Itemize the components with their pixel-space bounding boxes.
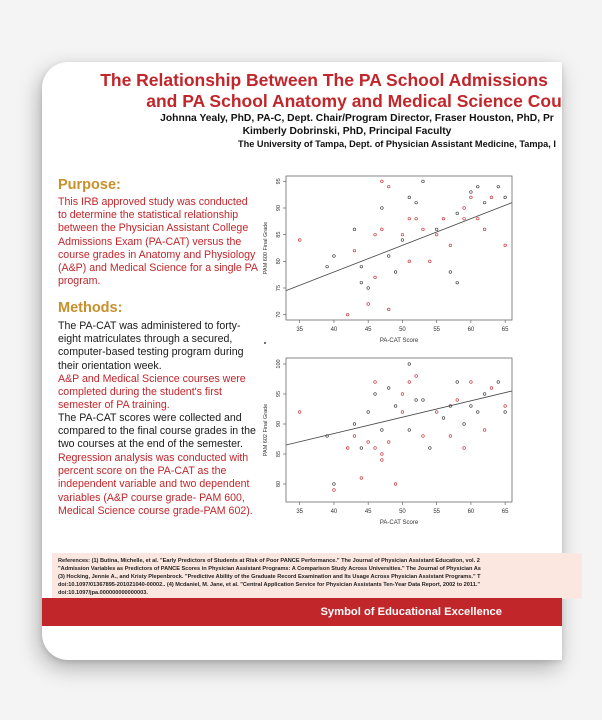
data-point	[381, 228, 384, 231]
poster-title	[64, 70, 584, 112]
y-tick-label: 100	[276, 359, 282, 369]
data-point	[387, 308, 390, 311]
data-point	[456, 381, 459, 384]
data-point	[504, 411, 507, 414]
data-point	[429, 447, 432, 450]
data-point	[394, 271, 397, 274]
y-tick-label: 85	[276, 231, 282, 238]
data-point	[463, 207, 466, 210]
x-tick-label: 55	[433, 509, 441, 515]
data-point	[435, 233, 438, 236]
data-point	[456, 399, 459, 402]
data-point	[360, 281, 363, 284]
y-tick-label: 90	[276, 420, 282, 428]
data-point	[470, 381, 473, 384]
data-point	[422, 180, 425, 183]
data-point	[401, 393, 404, 396]
data-point	[463, 423, 466, 426]
data-point	[504, 405, 507, 408]
y-tick-label: 80	[276, 258, 282, 265]
data-point	[504, 196, 507, 199]
data-point	[387, 185, 390, 188]
data-point	[387, 255, 390, 258]
data-point	[298, 411, 301, 414]
data-point	[367, 303, 370, 306]
methods-paragraph-1: The PA-CAT was administered to forty-eight matriculates through a secured, computer-based testing program during their orientation week.	[58, 320, 244, 372]
x-tick-label: 40	[330, 509, 338, 515]
y-tick-label: 90	[276, 204, 282, 212]
reference-line: doi:10.1097/jpa.000000000000003.	[58, 590, 148, 596]
data-point	[490, 196, 493, 199]
data-point	[333, 483, 336, 486]
x-axis-label: PA-CAT Score	[379, 338, 419, 344]
data-point	[456, 212, 459, 215]
data-point	[497, 381, 500, 384]
methods-paragraph-3: The PA-CAT scores were collected and compared to the final course grades in the two courses at the end of the semester.	[58, 412, 256, 451]
data-point	[449, 271, 452, 274]
data-point	[374, 393, 377, 396]
data-point	[483, 201, 486, 204]
data-point	[435, 411, 438, 414]
data-point	[353, 423, 356, 426]
data-point	[442, 417, 445, 420]
chart-svg	[260, 170, 522, 348]
reference-line: References: (1) Butina, Michelle, et al. "Early Predictors of Students at Risk of Poor PANCE Performance." The Journal of Physician Assistant Education, vol. 2	[58, 558, 480, 564]
data-point	[415, 201, 418, 204]
y-axis-label: PAM 600 Final Grade	[263, 221, 269, 275]
data-point	[470, 196, 473, 199]
y-tick-label: 95	[276, 390, 282, 398]
x-tick-label: 45	[364, 327, 372, 333]
data-point	[442, 217, 445, 220]
data-point	[374, 233, 377, 236]
data-point	[415, 217, 418, 220]
data-point	[394, 405, 397, 408]
regression-line	[286, 391, 512, 445]
data-point	[353, 228, 356, 231]
data-point	[374, 381, 377, 384]
data-point	[367, 441, 370, 444]
data-point	[367, 287, 370, 290]
reference-line: doi:10.1097/01367895-201021040-00002.. (4) Mcdaniel, M. Jane, et al. "Central Application Service for Physician Assistants Ten-Year Data Report, 2002 to 2011."	[58, 582, 481, 588]
data-point	[483, 228, 486, 231]
data-point	[408, 260, 411, 263]
y-tick-label: 95	[276, 178, 282, 185]
data-point	[483, 429, 486, 432]
reference-line: "Admission Variables as Predictors of PANCE Scores in Physician Assistant Programs: A Comparison Study Across Universities." The Journal of Physician As	[58, 566, 481, 572]
x-tick-label: 35	[296, 509, 304, 515]
data-point	[422, 435, 425, 438]
data-point	[415, 399, 418, 402]
affiliation: The University of Tampa, Dept. of Physician Assistant Medicine, Tampa, I	[238, 139, 556, 149]
data-point	[381, 459, 384, 462]
data-point	[435, 228, 438, 231]
data-point	[360, 447, 363, 450]
data-point	[463, 217, 466, 220]
y-tick-label: 75	[276, 284, 282, 292]
data-point	[408, 217, 411, 220]
x-tick-label: 65	[501, 509, 509, 515]
data-point	[387, 441, 390, 444]
y-tick-label: 85	[276, 450, 282, 458]
data-point	[408, 381, 411, 384]
x-tick-label: 60	[467, 509, 475, 515]
methods-paragraph-2: A&P and Medical Science courses were completed during the student's first semester of PA training.	[58, 373, 246, 412]
data-point	[449, 244, 452, 247]
data-point	[374, 276, 377, 279]
data-point	[463, 447, 466, 450]
x-tick-label: 60	[467, 327, 475, 333]
data-point	[381, 453, 384, 456]
reference-line: (3) Hocking, Jennie A., and Kristy Plepenbrock. "Predictive Ability of the Graduate Record Examination and Its Usage Across Physician Assistant Programs." T	[58, 574, 481, 580]
data-point	[470, 191, 473, 194]
data-point	[326, 265, 329, 268]
data-point	[429, 260, 432, 263]
author-line-1: Johnna Yealy, PhD, PA-C, Dept. Chair/Program Director, Fraser Houston, PhD, Pr	[160, 113, 554, 124]
y-axis-label: PAM 602 Final Grade	[263, 403, 269, 457]
x-axis-label: PA-CAT Score	[379, 520, 419, 526]
data-point	[401, 411, 404, 414]
data-point	[476, 217, 479, 220]
title-line-2: and PA School Anatomy and Medical Science Cou	[146, 91, 562, 111]
data-point	[360, 265, 363, 268]
authors-block	[42, 112, 602, 151]
data-point	[401, 233, 404, 236]
x-tick-label: 40	[330, 327, 338, 333]
plot-frame	[286, 358, 512, 502]
x-tick-label: 35	[296, 327, 304, 333]
poster	[42, 62, 562, 660]
data-point	[456, 281, 459, 284]
data-point	[298, 239, 301, 242]
data-point	[408, 363, 411, 366]
data-point	[504, 244, 507, 247]
title-line-1: The Relationship Between The PA School Admissions	[100, 70, 548, 90]
data-point	[401, 239, 404, 242]
data-point	[353, 249, 356, 252]
purpose-heading: Purpose:	[58, 177, 121, 193]
data-point	[381, 429, 384, 432]
x-tick-label: 55	[433, 327, 441, 333]
author-line-2: Kimberly Dobrinski, PhD, Principal Faculty	[242, 126, 452, 137]
data-point	[333, 489, 336, 492]
chart-svg	[260, 352, 522, 530]
methods-heading: Methods:	[58, 300, 123, 316]
data-point	[422, 399, 425, 402]
data-point	[360, 477, 363, 480]
data-point	[381, 207, 384, 210]
data-point	[449, 435, 452, 438]
data-point	[408, 429, 411, 432]
data-point	[415, 375, 418, 378]
footer-banner: Symbol of Educational Excellence	[42, 598, 562, 626]
data-point	[408, 196, 411, 199]
data-point	[374, 447, 377, 450]
x-tick-label: 45	[364, 509, 372, 515]
data-point	[422, 228, 425, 231]
x-tick-label: 65	[501, 327, 509, 333]
purpose-text: This IRB approved study was conducted to determine the statistical relationship between the Physician Assistant College Admissions Exam (PA-CAT) versus the course grades in Anatomy and Physiology (A&P) and Medical Science for a single PA program.	[58, 196, 258, 288]
data-point	[470, 405, 473, 408]
data-point	[381, 180, 384, 183]
data-point	[490, 387, 493, 390]
data-point	[353, 435, 356, 438]
data-point	[476, 411, 479, 414]
y-tick-label: 80	[276, 480, 282, 488]
plot-frame	[286, 176, 512, 320]
scatter-chart-pam600	[260, 170, 522, 348]
data-point	[346, 447, 349, 450]
y-tick-label: 70	[276, 311, 282, 318]
data-point	[394, 483, 397, 486]
x-tick-label: 50	[399, 509, 406, 515]
regression-line	[286, 203, 512, 291]
data-point	[483, 393, 486, 396]
data-point	[476, 185, 479, 188]
x-tick-label: 50	[399, 327, 406, 333]
data-point	[346, 313, 349, 316]
data-point	[333, 255, 336, 258]
references-box	[52, 553, 582, 599]
data-point	[497, 185, 500, 188]
scatter-chart-pam602	[260, 352, 522, 530]
methods-paragraph-4: Regression analysis was conducted with percent score on the PA-CAT as the independent variable and two dependent variables (A&P course grade- PAM 600, Medical Science course grade-PAM 602).	[58, 452, 253, 517]
data-point	[367, 411, 370, 414]
data-point	[387, 387, 390, 390]
